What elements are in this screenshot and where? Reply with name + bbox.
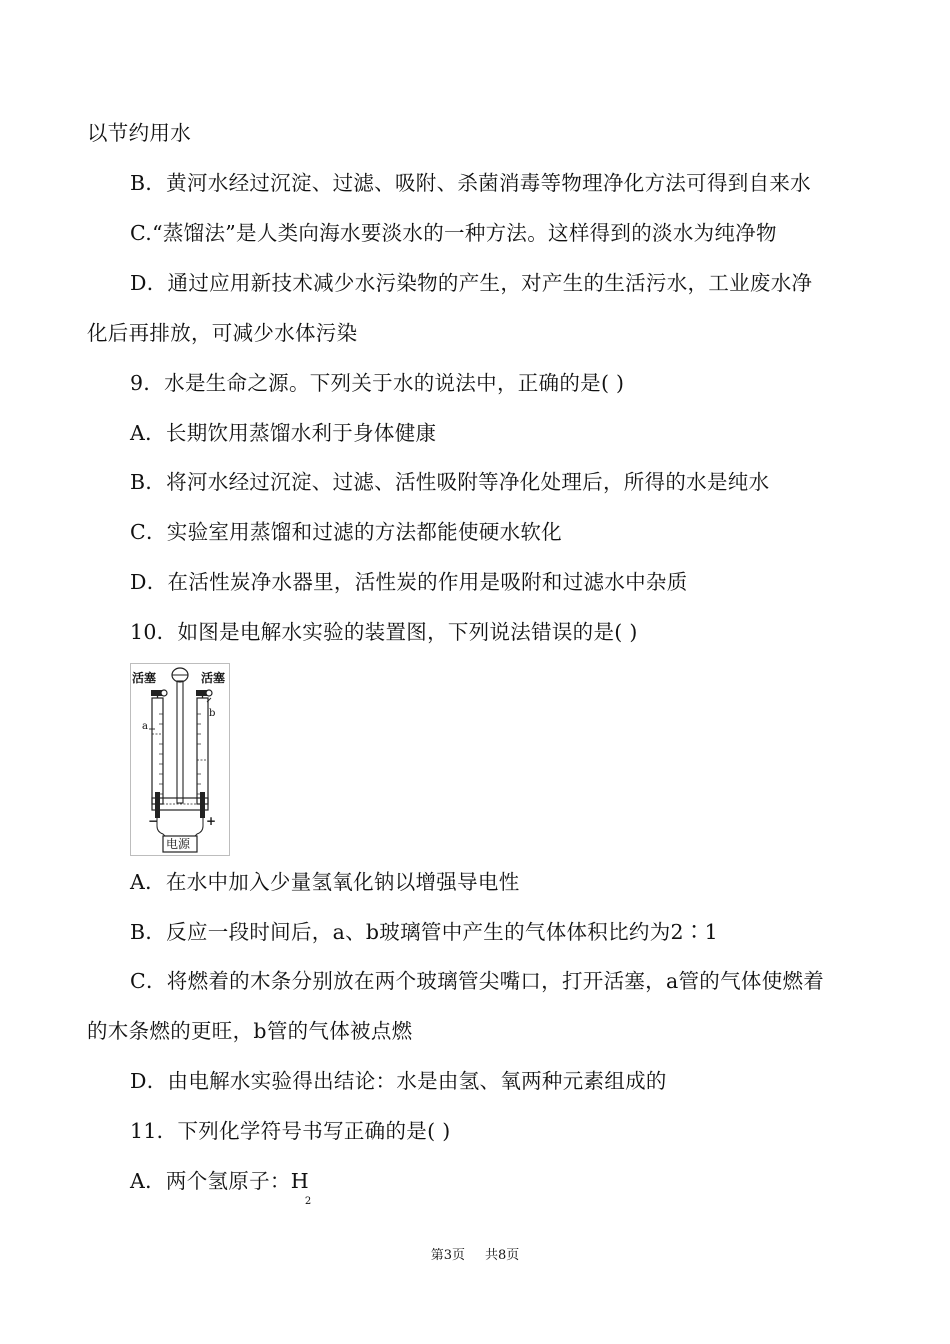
text-line: C.“蒸馏法”是人类向海水要淡水的一种方法。这样得到的淡水为纯净物 [130,221,777,245]
subscript: 2 [304,1196,312,1207]
negative-terminal-label: − [148,814,159,828]
valve-label-left: 活塞 [132,671,157,685]
option-text: A．两个氢原子：H [130,1169,309,1193]
text-line: 以节约用水 [87,121,191,145]
option-c: C．实验室用蒸馏和过滤的方法都能使硬水软化 [130,520,562,544]
option-a: A．长期饮用蒸馏水利于身体健康 [130,421,437,445]
tube-label-b: b [209,708,216,719]
text-line: B．黄河水经过沉淀、过滤、吸附、杀菌消毒等物理净化方法可得到自来水 [130,171,811,195]
question-10: 10．如图是电解水实验的装置图，下列说法错误的是( ) [130,620,638,644]
power-source-label: 电源 [166,837,191,851]
option-b: B．反应一段时间后，a、b玻璃管中产生的气体体积比约为2∶1 [130,920,718,944]
question-9: 9．水是生命之源。下列关于水的说法中，正确的是( ) [130,371,625,395]
tube-label-a: a [142,721,148,732]
page-footer [0,1246,950,1266]
option-d: D．由电解水实验得出结论：水是由氢、氧两种元素组成的 [130,1069,667,1093]
text-line: 的木条燃的更旺，b管的气体被点燃 [87,1019,413,1043]
positive-terminal-label: + [206,814,217,828]
option-a [130,1166,316,1207]
page-number: 第3页 [430,1248,465,1263]
option-b: B．将河水经过沉淀、过滤、活性吸附等净化处理后，所得的水是纯水 [130,470,770,494]
valve-label-right: 活塞 [201,671,226,685]
option-a: A．在水中加入少量氢氧化钠以增强导电性 [130,870,520,894]
total-pages: 共8页 [485,1248,520,1263]
option-d: D．在活性炭净水器里，活性炭的作用是吸附和过滤水中杂质 [130,570,688,594]
question-11: 11．下列化学符号书写正确的是( ) [130,1119,451,1143]
text-line: 化后再排放，可减少水体污染 [87,321,358,345]
option-c: C．将燃着的木条分别放在两个玻璃管尖嘴口，打开活塞，a管的气体使燃着 [130,969,825,993]
text-line: D．通过应用新技术减少水污染物的产生，对产生的生活污水，工业废水净 [130,271,813,295]
electrolysis-apparatus-figure [130,663,230,856]
